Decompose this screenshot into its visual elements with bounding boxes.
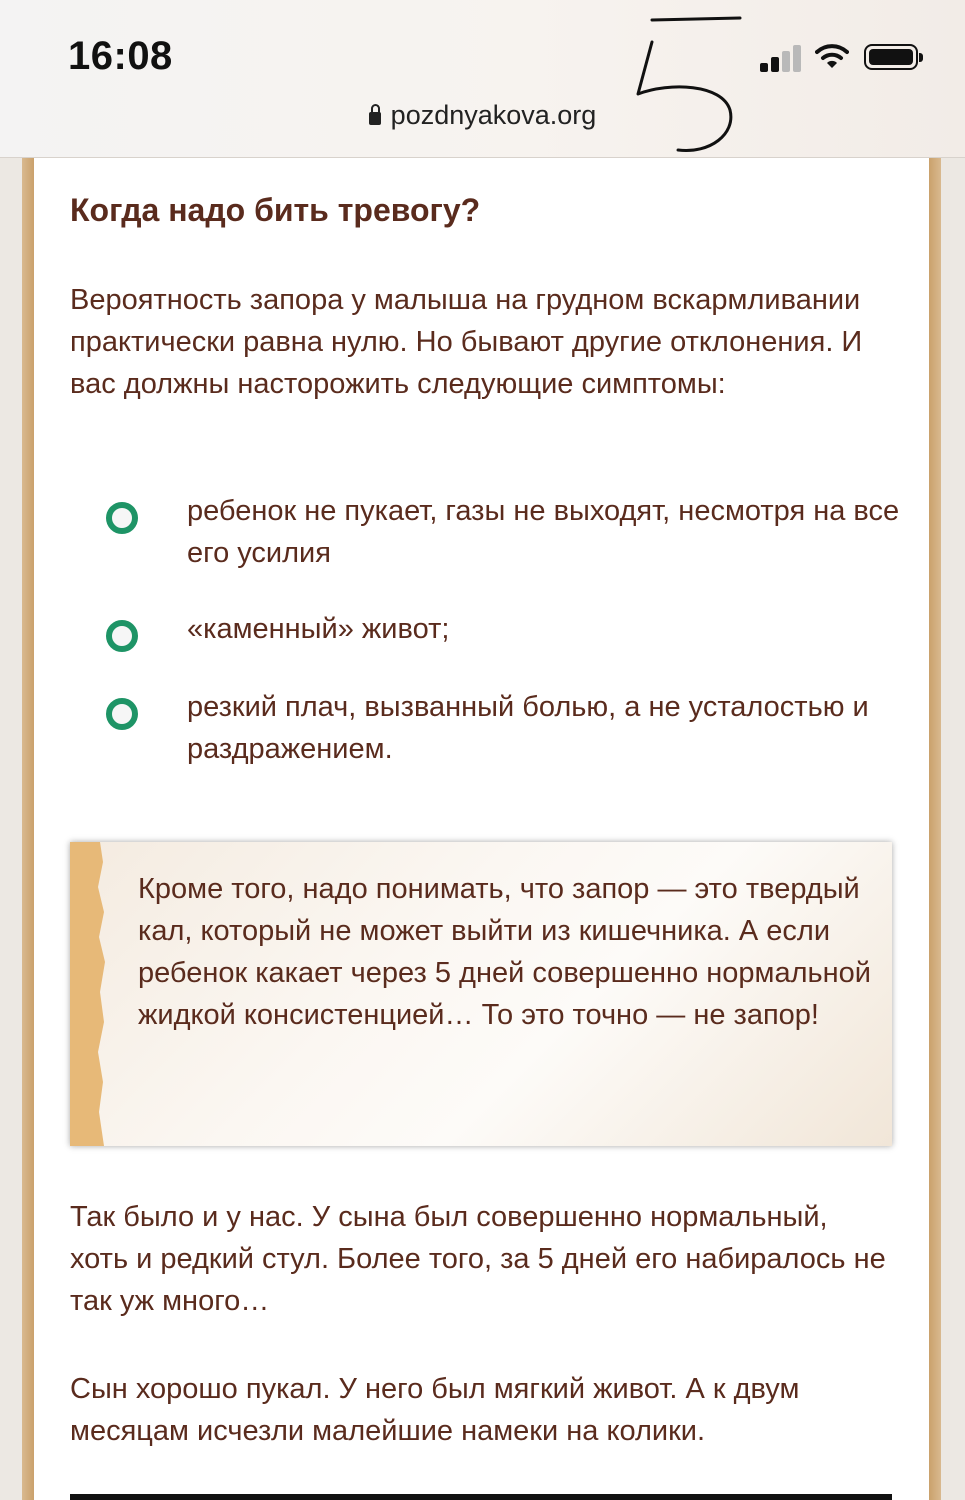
- torn-edge-decoration: [70, 842, 106, 1146]
- list-item-text: «каменный» живот;: [187, 613, 450, 645]
- note-text: Кроме того, надо понимать, что запор — это твердый кал, который не может выйти из кишечника. А если ребенок какает через 5 дней совершенно нормальной жидкой консистенцией… То это точно — не запор!: [138, 873, 871, 1031]
- signal-icon: [760, 44, 804, 72]
- list-item-text: резкий плач, вызванный болью, а не усталостью и раздражением.: [187, 691, 869, 765]
- paragraph: Так было и у нас. У сына был совершенно нормальный, хоть и редкий стул. Более того, за 5 дней его набиралось не так уж много…: [70, 1201, 886, 1317]
- page-margin-right: [941, 158, 965, 1500]
- address-bar[interactable]: [0, 100, 965, 131]
- battery-icon: [864, 44, 918, 70]
- status-bar: [0, 0, 965, 158]
- lock-icon: [369, 112, 381, 125]
- intro-paragraph: Вероятность запора у малыша на грудном вскармливании практически равна нулю. Но бывают другие отклонения. И вас должны насторожить следующие симптомы:: [70, 284, 863, 400]
- paragraph: Сын хорошо пукал. У него был мягкий живот. А к двум месяцам исчезли малейшие намеки на колики.: [70, 1373, 800, 1447]
- bullet-circle-icon: [106, 502, 138, 534]
- url-text: pozdnyakova.org: [390, 100, 597, 130]
- page-margin-left: [0, 158, 22, 1500]
- wifi-icon: [815, 40, 849, 72]
- handwritten-mark: [630, 12, 760, 157]
- section-heading: Когда надо бить тревогу?: [70, 192, 481, 228]
- frame-border-left: [22, 158, 34, 1500]
- list-item-text: ребенок не пукает, газы не выходят, несмотря на все его усилия: [187, 495, 900, 569]
- bullet-circle-icon: [106, 620, 138, 652]
- frame-border-right: [929, 158, 941, 1500]
- bullet-circle-icon: [106, 698, 138, 730]
- note-box: [70, 842, 892, 1146]
- divider: [70, 1494, 892, 1500]
- status-time: 16:08: [68, 34, 173, 78]
